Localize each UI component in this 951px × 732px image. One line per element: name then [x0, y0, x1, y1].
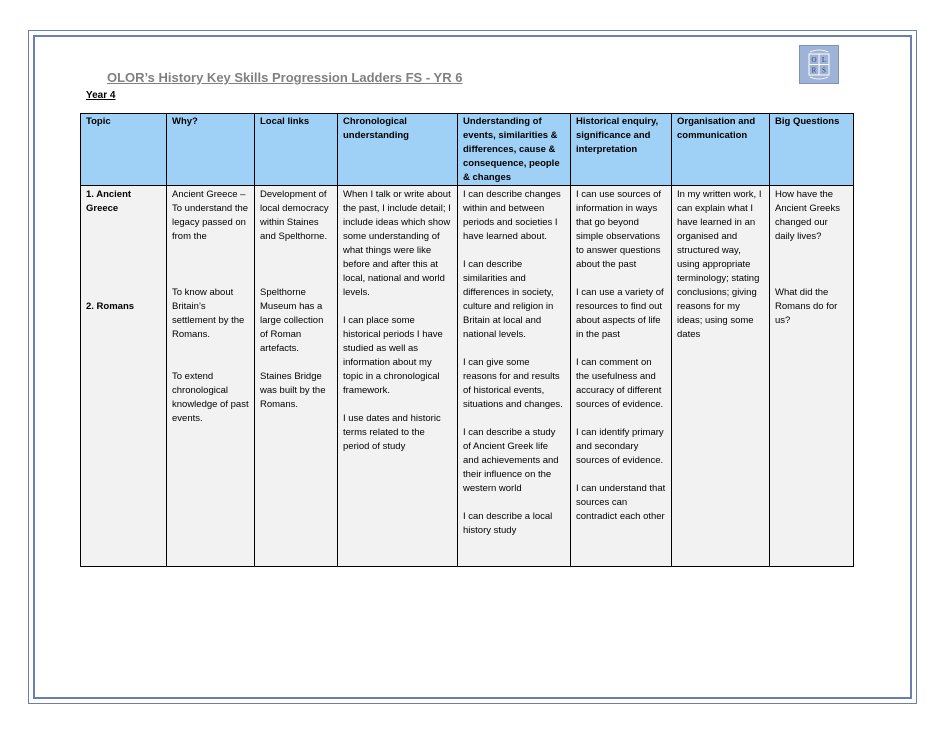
cell-enquiry — [571, 186, 672, 567]
document-title: OLOR’s History Key Skills Progression Ladders FS - YR 6 — [107, 70, 463, 85]
chronological-para-1: When I talk or write about the past, I include detail; I include ideas which show some understanding of what things were like before and after this at local, national and world levels. — [343, 189, 451, 298]
why-para-2: To know about Britain’s settlement by the Romans. — [172, 287, 245, 340]
header-why: Why? — [167, 114, 255, 186]
cell-topic — [81, 186, 167, 567]
school-crest-icon — [800, 46, 838, 83]
cell-big-questions — [770, 186, 854, 567]
chronological-para-2: I can place some historical periods I have studied as well as information about my topic in a chronological framework. — [343, 315, 443, 396]
understanding-para-4: I can describe a study of Ancient Greek life and achievements and their influence on the western world — [463, 427, 559, 494]
cell-chronological — [338, 186, 458, 567]
school-logo — [799, 45, 839, 84]
understanding-para-1: I can describe changes within and between periods and societies I have learned about. — [463, 189, 561, 242]
enquiry-para-2: I can use a variety of resources to find out about aspects of life in the past — [576, 287, 664, 340]
header-enquiry: Historical enquiry, significance and interpretation — [571, 114, 672, 186]
big-question-2: What did the Romans do for us? — [775, 287, 838, 326]
cell-organisation — [672, 186, 770, 567]
why-para-3: To extend chronological knowledge of past events. — [172, 371, 249, 424]
header-chronological: Chronological understanding — [338, 114, 458, 186]
why-para-1: Ancient Greece – To understand the legacy passed on from the — [172, 189, 249, 242]
cell-why — [167, 186, 255, 567]
topic-romans: 2. Romans — [86, 301, 135, 312]
table-header-row — [81, 114, 854, 186]
cell-understanding — [458, 186, 571, 567]
local-links-para-1: Development of local democracy within Staines and Spelthorne. — [260, 189, 329, 242]
topic-ancient-greece: 1. Ancient Greece — [86, 189, 132, 214]
enquiry-para-5: I can understand that sources can contradict each other — [576, 483, 666, 522]
logo-letter-o: O — [811, 56, 817, 64]
enquiry-para-4: I can identify primary and secondary sources of evidence. — [576, 427, 664, 466]
header-topic: Topic — [81, 114, 167, 186]
header-local-links: Local links — [255, 114, 338, 186]
header-understanding: Understanding of events, similarities & differences, cause & consequence, people & changes — [458, 114, 571, 186]
logo-letter-r: R — [811, 66, 817, 75]
document-subtitle: Year 4 — [86, 90, 116, 101]
logo-letter-l: L — [821, 56, 827, 64]
big-question-1: How have the Ancient Greeks changed our daily lives? — [775, 189, 840, 242]
enquiry-para-3: I can comment on the usefulness and accuracy of different sources of evidence. — [576, 357, 664, 410]
chronological-para-3: I use dates and historic terms related to the period of study — [343, 413, 441, 452]
enquiry-para-1: I can use sources of information in ways that go beyond simple observations to answer questions about the past — [576, 189, 662, 270]
understanding-para-3: I can give some reasons for and results of historical events, situations and changes. — [463, 357, 563, 410]
local-links-para-3: Staines Bridge was built by the Romans. — [260, 371, 326, 410]
local-links-para-2: Spelthorne Museum has a large collection of Roman artefacts. — [260, 287, 324, 354]
organisation-para-1: In my written work, I can explain what I have learned in an organised and structured way, using appropriate terminology; stating conclusions; giving reasons for my ideas; using some dates — [677, 189, 762, 340]
understanding-para-2: I can describe similarities and differences in society, culture and religion in Britain at local and national levels. — [463, 259, 554, 340]
header-organisation: Organisation and communication — [672, 114, 770, 186]
cell-local-links — [255, 186, 338, 567]
understanding-para-5: I can describe a local history study — [463, 511, 553, 536]
progression-table — [80, 113, 854, 567]
logo-letter-s: S — [822, 66, 826, 75]
table-row — [81, 186, 854, 567]
header-big-questions: Big Questions — [770, 114, 854, 186]
